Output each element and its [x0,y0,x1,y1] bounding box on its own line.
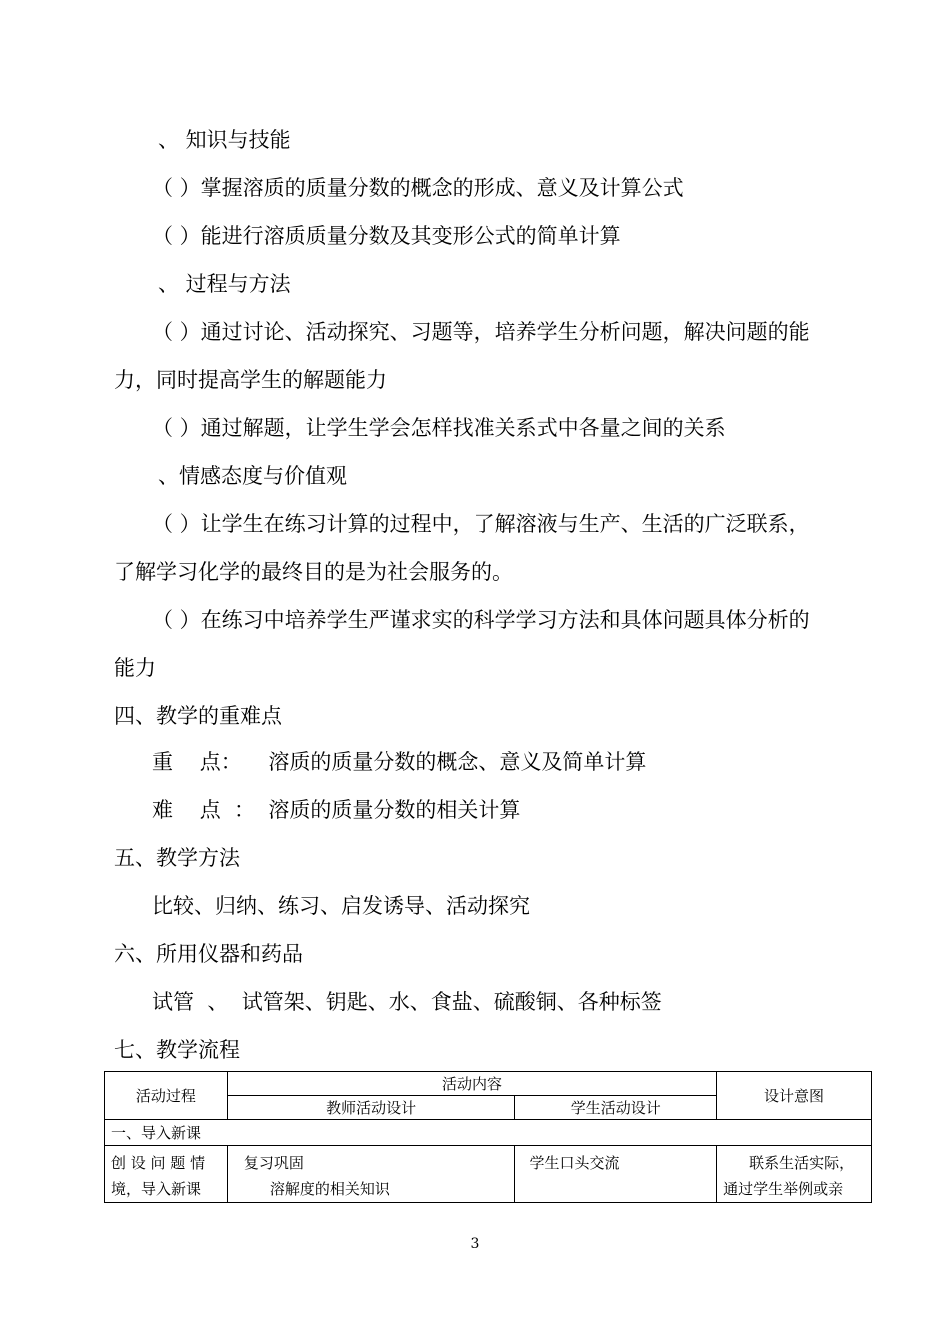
header-activity-content: 活动内容 [227,1072,716,1096]
objective-process-heading: 、 过程与方法 [158,272,291,296]
table-section-intro: 一、导入新课 [105,1120,872,1146]
row1-intent-line2: 通过学生举例或亲 [723,1180,844,1198]
objective-k2: （ ）能进行溶质质量分数及其变形公式的简单计算 [152,224,621,248]
section4-difficult-points: 难 点 ： 溶质的质量分数的相关计算 [152,798,521,822]
row1-student-text: 学生口头交流 [529,1154,620,1172]
row1-teacher-line2: 溶解度的相关知识 [269,1180,390,1198]
objective-p2: （ ）通过解题，让学生学会怎样找准关系式中各量之间的关系 [152,416,726,440]
section5-body: 比较、归纳、练习、启发诱导、活动探究 [152,894,530,918]
objective-e1-line1: （ ）让学生在练习计算的过程中，了解溶液与生产、生活的广泛联系， [152,512,810,536]
teaching-flow-table [104,1071,872,1203]
row1-teacher-line1: 复习巩固 [243,1154,304,1172]
row1-intent-line1: 联系生活实际， [749,1154,855,1172]
row1-process-line2: 境，导入新课 [111,1180,202,1198]
objective-p1-line2: 力，同时提高学生的解题能力 [114,368,387,392]
objective-p1-line1: （ ）通过讨论、活动探究、习题等，培养学生分析问题，解决问题的能 [152,320,810,344]
row1-student [515,1146,717,1203]
row1-process-line1: 创 设 问 题 情 [111,1154,206,1172]
row1-intent [717,1146,872,1203]
section6-heading: 六、所用仪器和药品 [114,942,303,966]
header-student-activity: 学生活动设计 [515,1096,717,1120]
objective-e2-line1: （ ）在练习中培养学生严谨求实的科学学习方法和具体问题具体分析的 [152,608,810,632]
objective-k1: （ ）掌握溶质的质量分数的概念的形成、意义及计算公式 [152,176,684,200]
section6-body: 试管 、 试管架、钥匙、水、食盐、硫酸铜、各种标签 [152,990,662,1014]
objective-emotion-heading: 、情感态度与价值观 [158,464,347,488]
header-design-intent: 设计意图 [717,1072,872,1120]
section7-heading: 七、教学流程 [114,1038,240,1062]
objective-e1-line2: 了解学习化学的最终目的是为社会服务的。 [114,560,513,584]
header-teacher-activity: 教师活动设计 [227,1096,515,1120]
row1-process [105,1146,228,1203]
objective-knowledge-heading: 、 知识与技能 [158,128,291,152]
header-activity-process: 活动过程 [105,1072,228,1120]
section5-heading: 五、教学方法 [114,846,240,870]
section4-key-points: 重 点： 溶质的质量分数的概念、意义及简单计算 [152,750,647,774]
page-number: 3 [470,1236,480,1252]
row1-teacher [227,1146,515,1203]
objective-e2-line2: 能力 [114,656,156,680]
section4-heading: 四、教学的重难点 [114,704,282,728]
